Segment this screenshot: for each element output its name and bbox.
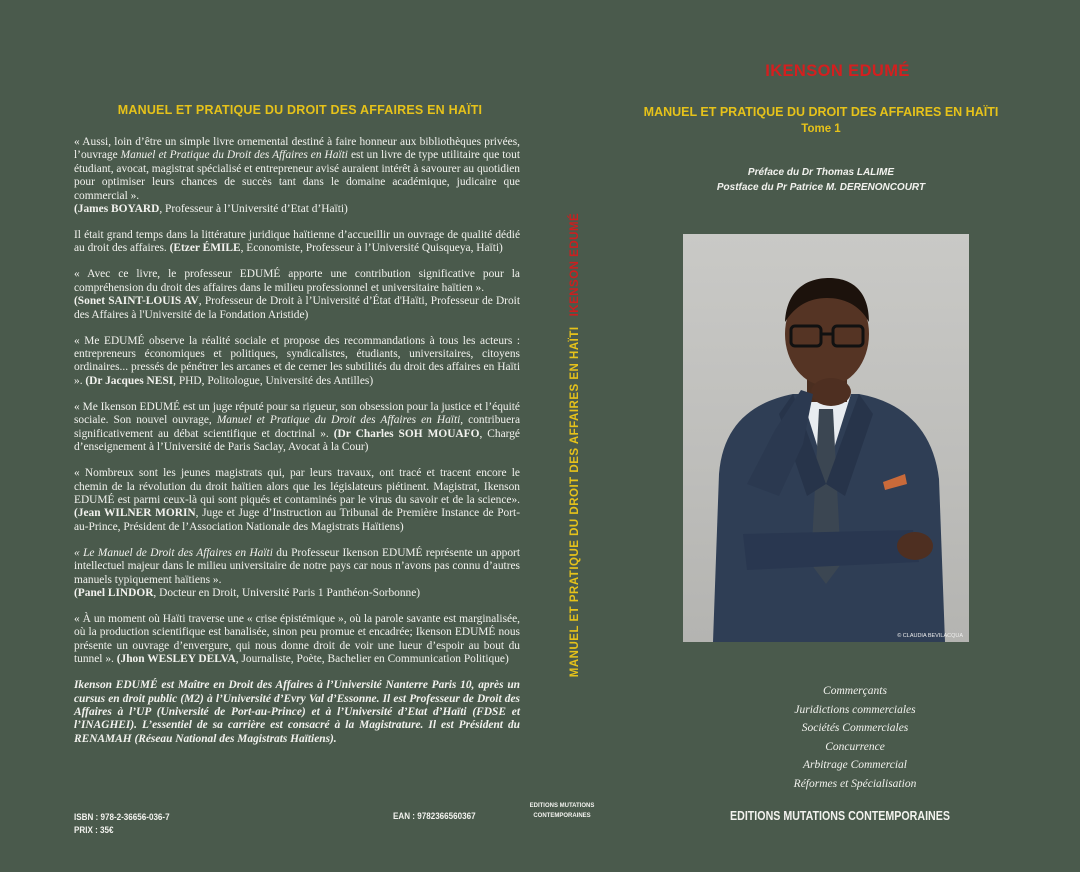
topic-item: Juridictions commerciales <box>794 703 916 716</box>
price: PRIX : 35€ <box>74 825 114 836</box>
quote-nesi: « Me EDUMÉ observe la réalité sociale et propose des recommandations à tous les acteurs : entrepreneurs économiques et politiques, syndicalistes, étudiants, universitaires, citoyens ordinaires... pressés de pénétrer les arcanes et de cerner les subtilités du droit des affaires en Haïti ». (Dr Jacques NESI, PHD, Politologue, Université des Antilles) <box>74 334 520 387</box>
isbn-price <box>74 811 170 837</box>
quote-lindor: « Le Manuel de Droit des Affaires en Haïti du Professeur Ikenson EDUMÉ représente un apport intellectuel majeur dans le milieu universitaire de notre pays car nous n’avons pas connu d’autres manuels typiquement haïtiens ». (Panel LINDOR, Docteur en Droit, Université Paris 1 Panthéon-Sorbonne) <box>74 546 520 599</box>
quote-saint-louis: « Avec ce livre, le professeur EDUMÉ apporte une contribution significative pour la compréhension du droit des affaires dans le milieu professionnel et universitaire haïtien ». (Sonet SAINT-LOUIS AV, Professeur de Droit à l’Université d’État d'Haïti, Professeur de Droit des Affaires à l'Université de la Fondation Aristide) <box>74 268 520 321</box>
photo-credit: © CLAUDIA BEVILACQUA <box>897 633 963 639</box>
author-name: IKENSON EDUMÉ <box>765 62 910 80</box>
front-title: MANUEL ET PRATIQUE DU DROIT DES AFFAIRES EN HAÏTI <box>643 105 999 119</box>
topic-item: Sociétés Commerciales <box>801 722 909 735</box>
postface: Postface du Pr Patrice M. DERENONCOURT <box>716 182 926 193</box>
back-cover-quotes <box>74 136 520 759</box>
quote-emile: Il était grand temps dans la littérature juridique haïtienne d’accueillir un ouvrage de qualité dédié au droit des affaires. (Etzer ÉMILE, Economiste, Professeur à l’Université Quisqueya, Haïti) <box>74 229 520 255</box>
quote-boyard: « Aussi, loin d’être un simple livre ornemental destiné à faire honneur aux bibliothèques privées, l’ouvrage Manuel et Pratique du Droit des Affaires en Haïti est un livre de type utilitaire que tout étudiant, avocat, magistrat spécialisé et entrepreneur avisé auraient intérêt à savourer au quotidien pour optimiser leurs chances de succès tant dans le domaine académique, judicaire que commercial ». (James BOYARD, Professeur à l’Université d’Etat d’Haïti) <box>74 136 520 216</box>
author-photo <box>683 234 969 642</box>
back-cover-title: MANUEL ET PRATIQUE DU DROIT DES AFFAIRES EN HAÏTI <box>117 103 483 117</box>
spine-author: IKENSON EDUMÉ <box>569 212 581 317</box>
spine-text <box>569 213 581 677</box>
topic-item: Concurrence <box>825 740 885 753</box>
author-bio: Ikenson EDUMÉ est Maître en Droit des Affaires à l’Université Nanterre Paris 10, après un cursus en droit public (M2) à l’Université d’Evry Val d’Essonne. Il est Professeur de Droit des Affaires à l’UP (Université de Port-au-Prince) et à l’Université d’Etat d’Haïti (FDSE et l’INAGHEI). L’essentiel de sa carrière est consacré à la Magistrature. Il est Président du RENAMAH (Réseau National des Magistrats Haïtiens). <box>74 679 521 745</box>
topics-list <box>595 682 1080 794</box>
spine-title: MANUEL ET PRATIQUE DU DROIT DES AFFAIRES EN HAÏTI <box>569 326 581 678</box>
publisher-name: EDITIONS MUTATIONS CONTEMPORAINES <box>730 808 950 823</box>
author-portrait-illustration <box>683 234 969 642</box>
preface-credits <box>595 165 1047 195</box>
tome-label: Tome 1 <box>801 123 841 135</box>
publisher-small: EDITIONS MUTATIONS CONTEMPORAINES <box>529 803 595 819</box>
quote-soh-mouafo: « Me Ikenson EDUMÉ est un juge réputé pour sa rigueur, son obsession pour la justice et l’équité sociale. Son nouvel ouvrage, Manuel et Pratique du Droit des Affaires en Haïti, contribuera significativement au débat scientifique et doctrinal ». (Dr Charles SOH MOUAFO, Chargé d’enseignement à l’Université de Paris Saclay, Avocat à la Cour) <box>74 400 521 454</box>
ean: EAN : 9782366560367 <box>393 811 476 822</box>
quote-morin: « Nombreux sont les jeunes magistrats qui, par leurs travaux, ont tracé et tracent encore le chemin de la révolution du droit haïtien alors que les législateurs piétinent. Magistrat, Ikenson EDUMÉ est parmi ceux-là qui sont piqués et contaminés par le virus du savoir et de la science». (Jean WILNER MORIN, Juge et Juge d’Instruction au Tribunal de Première Instance de Port-au-Prince, Président de l’Association Nationale des Magistrats Haïtiens) <box>74 467 520 533</box>
topic-item: Réformes et Spécialisation <box>793 777 917 790</box>
quote-delva: « À un moment où Haïti traverse une « crise épistémique », où la parole savante est marginalisée, où la production scientifique est banalisée, sinon peu promue et encadrée; Ikenson EDUMÉ nous présente un ouvrage d’envergure, qui nous donne droit de voir une lueur d’espoir au bout du tunnel ». (Jhon WESLEY DELVA, Journaliste, Poète, Bachelier en Communication Politique) <box>74 612 520 666</box>
topic-item: Arbitrage Commercial <box>802 759 908 772</box>
topic-item: Commerçants <box>823 685 887 697</box>
preface: Préface du Dr Thomas LALIME <box>747 167 895 178</box>
isbn: ISBN : 978-2-36656-036-7 <box>74 812 170 823</box>
